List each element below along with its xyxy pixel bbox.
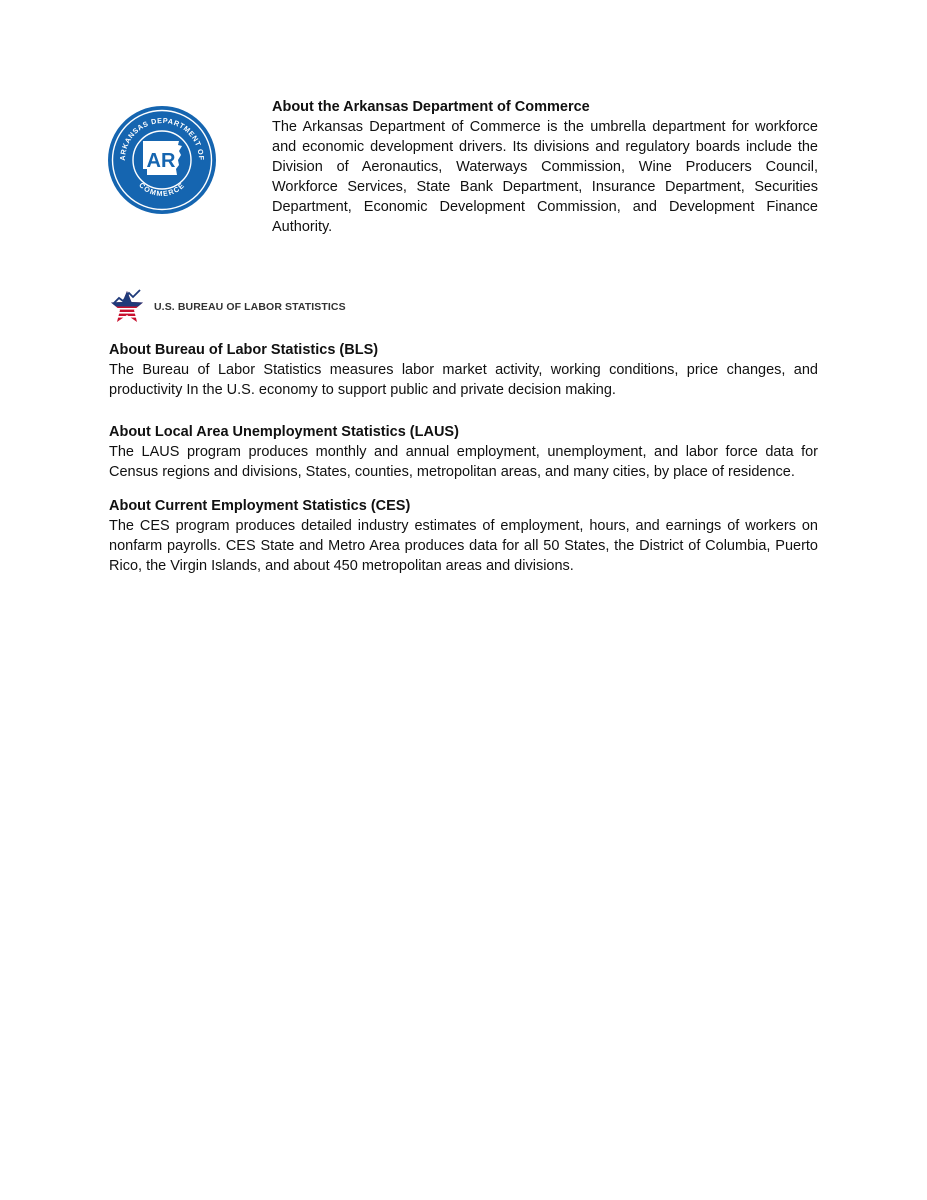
bls-heading: About Bureau of Labor Statistics (BLS): [109, 342, 379, 358]
laus-about-section: [109, 422, 818, 482]
arkansas-about-section: [272, 97, 818, 237]
laus-body: The LAUS program produces monthly and annual employment, unemployment, and labor force data for Census regions and divisions, States, counties, metropolitan areas, and many cities, by place of residence.: [109, 444, 818, 480]
bls-about-section: [109, 340, 818, 400]
arkansas-body: The Arkansas Department of Commerce is the umbrella department for workforce and economic development drivers. Its divisions and regulatory boards include the Division of Aeronautics, Waterways Commission, Wine Producers Council, Workforce Services, State Bank Department, Insurance Department, Securities Department, Economic Development Commission, and Development Finance Authority.: [272, 119, 818, 235]
ces-heading: About Current Employment Statistics (CES): [109, 498, 411, 514]
seal-ring-text-bottom: COMMERCE: [137, 180, 187, 199]
seal-ring-text-top: ARKANSAS DEPARTMENT OF: [117, 115, 207, 161]
arkansas-commerce-seal-logo: [107, 105, 217, 215]
ces-about-section: [109, 496, 818, 576]
bls-body: The Bureau of Labor Statistics measures labor market activity, working conditions, price changes, and productivity In the U.S. economy to support public and private decision making.: [109, 362, 818, 398]
bls-star-icon: [107, 287, 147, 329]
laus-heading: About Local Area Unemployment Statistics (LAUS): [109, 424, 459, 440]
arkansas-heading: About the Arkansas Department of Commerce: [272, 99, 590, 115]
ces-body: The CES program produces detailed industry estimates of employment, hours, and earnings of workers on nonfarm payrolls. CES State and Metro Area produces data for all 50 States, the District of Columbia, Puerto Rico, the Virgin Islands, and about 450 metropolitan areas and divisions.: [109, 518, 818, 574]
bls-logo: [107, 287, 367, 329]
seal-monogram: AR: [146, 150, 176, 172]
bls-logo-name: U.S. BUREAU OF LABOR STATISTICS: [154, 301, 346, 313]
